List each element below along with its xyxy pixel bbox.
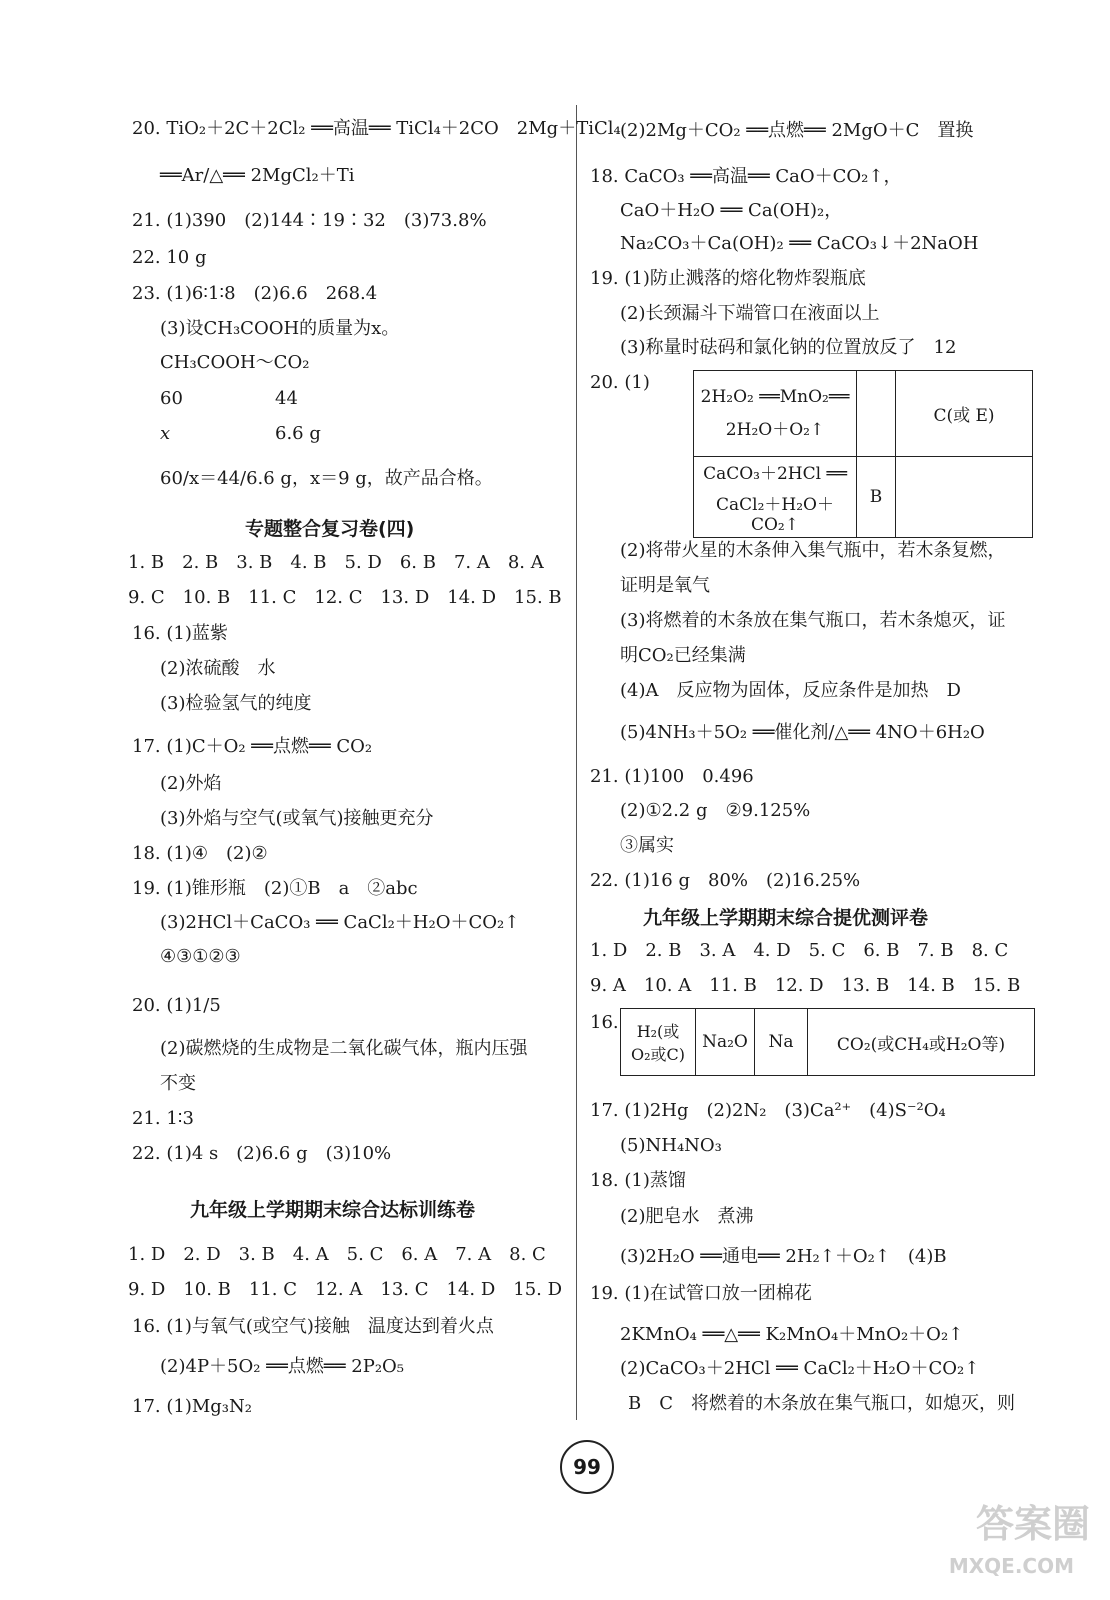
watermark-logo: 答案圈 — [975, 1502, 1090, 1546]
substance-table — [620, 1008, 1035, 1076]
mc-row-1: 1. B 2. B 3. B 4. B 5. D 6. B 7. A 8. A — [128, 552, 544, 573]
table-cell-text: 2H₂O₂ ══MnO₂══ — [700, 387, 850, 407]
answer-19-r2: 19. (1)在试管口放一团棉花 — [590, 1283, 812, 1304]
answer-23-eq: CH₃COOH～CO₂ — [160, 352, 310, 373]
answer-19-r2-3: B C 将燃着的木条放在集气瓶口，如熄灭，则 — [628, 1393, 1015, 1414]
answer-20-cont: ══Ar/△══ 2MgCl₂＋Ti — [160, 165, 355, 186]
answer-19-r: 19. (1)防止溅落的熔化物炸裂瓶底 — [590, 268, 866, 289]
answer-17-r2-5: (5)NH₄NO₃ — [620, 1135, 722, 1156]
answer-16: 16. (1)蓝紫 — [132, 623, 228, 644]
answer-16-3: (3)检验氢气的纯度 — [160, 693, 312, 714]
mc-row-2: 9. C 10. B 11. C 12. C 13. D 14. D 15. B — [128, 587, 562, 608]
mc-row-3: 1. D 2. D 3. B 4. A 5. C 6. A 7. A 8. C — [128, 1244, 546, 1265]
table-cell-text: 2H₂O＋O₂↑ — [725, 420, 825, 440]
answer-18-r: 18. CaCO₃ ══高温══ CaO＋CO₂↑， — [590, 166, 902, 187]
answer-16-2: (2)浓硫酸 水 — [160, 658, 276, 679]
answer-18: 18. (1)④ (2)② — [132, 843, 268, 864]
answer-17: 17. (1)C＋O₂ ══点燃══ CO₂ — [132, 736, 373, 757]
section-title-4: 专题整合复习卷(四) — [245, 518, 415, 540]
answer-20-r-2: (2)将带火星的木条伸入集气瓶中，若木条复燃， — [620, 540, 1006, 561]
answer-19-r2-2: (2)CaCO₃＋2HCl ══ CaCl₂＋H₂O＋CO₂↑ — [620, 1358, 980, 1379]
answer-19-order: ④③①②③ — [160, 946, 241, 967]
section-title-standard: 九年级上学期期末综合达标训练卷 — [190, 1199, 476, 1221]
answer-19-r2-eq: 2KMnO₄ ══△══ K₂MnO₄＋MnO₂＋O₂↑ — [620, 1324, 964, 1345]
answer-18-r2-3: (3)2H₂O ══通电══ 2H₂↑＋O₂↑ (4)B — [620, 1246, 947, 1267]
answer-17-r: (2)2Mg＋CO₂ ══点燃══ 2MgO＋C 置换 — [620, 120, 974, 141]
answer-21-r-2: (2)①2.2 g ②9.125% — [620, 800, 811, 821]
mc-row-6: 9. A 10. A 11. B 12. D 13. B 14. B 15. B — [590, 975, 1021, 996]
answer-21-r: 21. (1)100 0.496 — [590, 766, 754, 787]
table-cell — [694, 457, 857, 538]
table-cell: B — [857, 457, 896, 538]
answer-18-r-3: Na₂CO₃＋Ca(OH)₂ ══ CaCO₃↓＋2NaOH — [620, 233, 979, 254]
table-cell-text: CaCl₂＋H₂O＋CO₂↑ — [716, 495, 834, 535]
table-cell-text: CaCO₃＋2HCl ══ — [703, 464, 847, 484]
answer-20b-2: (2)碳燃烧的生成物是二氧化碳气体，瓶内压强 — [160, 1038, 528, 1059]
answer-20-r-3: (3)将燃着的木条放在集气瓶口，若木条熄灭，证 — [620, 610, 1006, 631]
reaction-table — [693, 370, 1033, 538]
answer-22b: 22. (1)4 s (2)6.6 g (3)10% — [132, 1143, 392, 1164]
answer-23-x-b: 6.6 g — [275, 423, 321, 444]
answer-16c-2: (2)4P＋5O₂ ══点燃══ 2P₂O₅ — [160, 1356, 405, 1377]
answer-20-r-5: (5)4NH₃＋5O₂ ══催化剂/△══ 4NO＋6H₂O — [620, 722, 985, 743]
answer-20-r-3-cont: 明CO₂已经集满 — [620, 645, 746, 666]
answer-22: 22. 10 g — [132, 247, 207, 268]
answer-19-r-2: (2)长颈漏斗下端管口在液面以上 — [620, 303, 880, 324]
answer-20: 20. TiO₂＋2C＋2Cl₂ ══高温══ TiCl₄＋2CO 2Mg＋TiCl₄ — [132, 118, 621, 139]
table-cell — [857, 371, 896, 457]
table-cell — [896, 457, 1033, 538]
table-cell: CO₂(或CH₄或H₂O等) — [808, 1009, 1035, 1076]
mc-row-4: 9. D 10. B 11. C 12. A 13. C 14. D 15. D — [128, 1279, 563, 1300]
mc-row-5: 1. D 2. B 3. A 4. D 5. C 6. B 7. B 8. C — [590, 940, 1009, 961]
answer-17-3: (3)外焰与空气(或氧气)接触更充分 — [160, 808, 434, 829]
section-title-advanced: 九年级上学期期末综合提优测评卷 — [643, 907, 929, 929]
watermark-url: MXQE.COM — [948, 1554, 1074, 1578]
table-cell-text: O₂或C) — [630, 1045, 686, 1064]
page-number: 99 — [560, 1440, 614, 1494]
table-cell: C(或 E) — [896, 371, 1033, 457]
answer-23: 23. (1)6∶1∶8 (2)6.6 268.4 — [132, 283, 378, 304]
answer-20-r-4: (4)A 反应物为固体，反应条件是加热 D — [620, 680, 961, 701]
answer-23-result: 60/x＝44/6.6 g，x＝9 g，故产品合格。 — [160, 468, 493, 489]
column-divider — [576, 105, 577, 1420]
answer-17-2: (2)外焰 — [160, 773, 222, 794]
table-cell — [621, 1009, 696, 1076]
answer-23-3: (3)设CH₃COOH的质量为x。 — [160, 318, 400, 339]
table-cell: Na — [755, 1009, 808, 1076]
answer-16c: 16. (1)与氧气(或空气)接触 温度达到着火点 — [132, 1316, 494, 1337]
answer-16-r: 16. — [590, 1012, 619, 1033]
answer-19-3: (3)2HCl＋CaCO₃ ══ CaCl₂＋H₂O＋CO₂↑ — [160, 912, 520, 933]
answer-20b: 20. (1)1/5 — [132, 995, 221, 1016]
table-cell-text: H₂(或 — [636, 1022, 680, 1041]
table-cell: Na₂O — [696, 1009, 755, 1076]
answer-21b: 21. 1∶3 — [132, 1108, 194, 1129]
answer-23-ratio-a: 60 — [160, 388, 183, 409]
answer-20-r-2-cont: 证明是氧气 — [620, 575, 710, 596]
answer-18-r2-2: (2)肥皂水 煮沸 — [620, 1206, 754, 1227]
answer-22-r: 22. (1)16 g 80% (2)16.25% — [590, 870, 861, 891]
answer-19: 19. (1)锥形瓶 (2)①B a ②abc — [132, 878, 418, 899]
answer-21: 21. (1)390 (2)144∶19∶32 (3)73.8% — [132, 210, 487, 231]
answer-17-r2: 17. (1)2Hg (2)2N₂ (3)Ca²⁺ (4)S⁻²O₄ — [590, 1100, 946, 1121]
answer-20b-2-cont: 不变 — [160, 1073, 196, 1094]
answer-21-r-3: ③属实 — [620, 835, 674, 856]
table-cell — [694, 371, 857, 457]
answer-17c: 17. (1)Mg₃N₂ — [132, 1396, 252, 1417]
answer-23-x-a: x — [160, 423, 171, 444]
answer-20-r: 20. (1) — [590, 372, 650, 393]
answer-18-r2: 18. (1)蒸馏 — [590, 1170, 686, 1191]
answer-19-r-3: (3)称量时砝码和氯化钠的位置放反了 12 — [620, 337, 957, 358]
answer-18-r-2: CaO＋H₂O ══ Ca(OH)₂， — [620, 200, 843, 221]
answer-23-ratio-b: 44 — [275, 388, 298, 409]
